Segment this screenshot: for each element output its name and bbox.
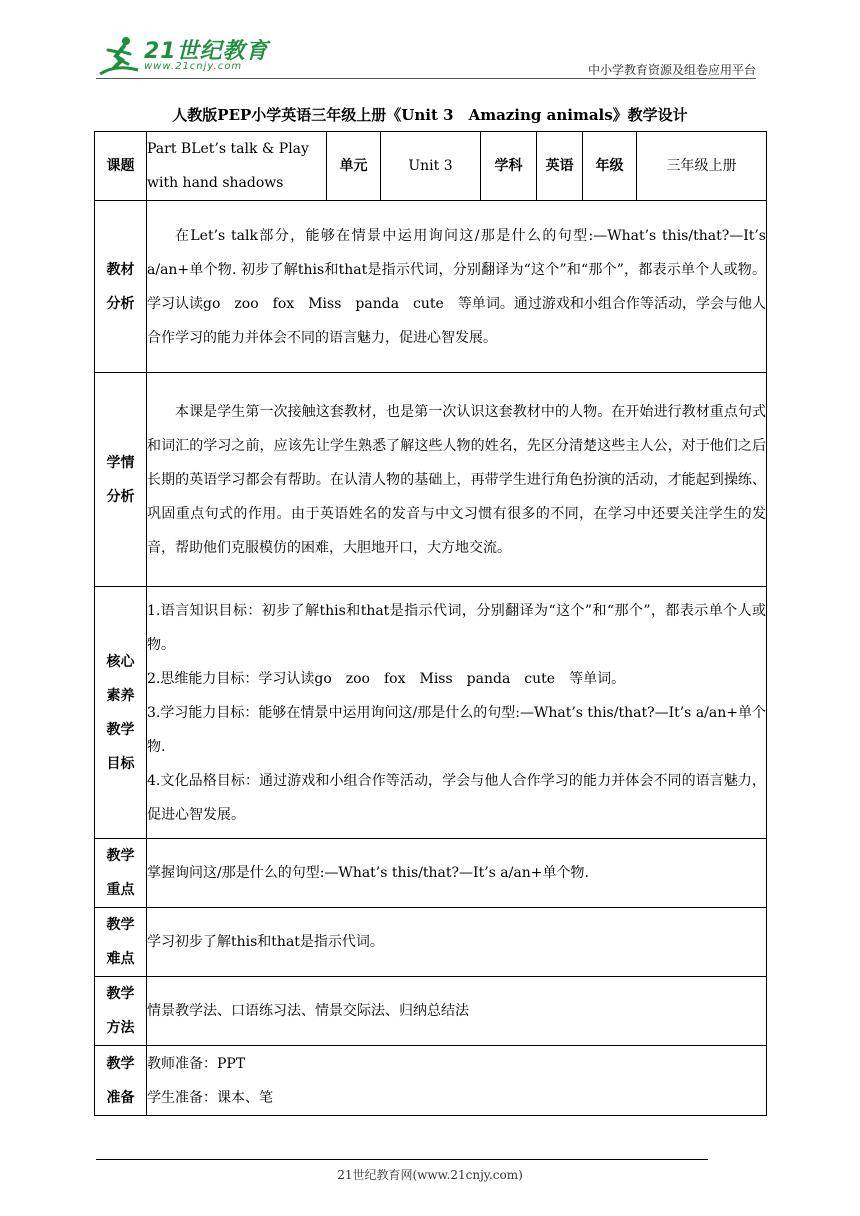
topic-label: 课题 <box>95 132 147 201</box>
logo-sub-text: www.21cnjy.com <box>144 61 243 72</box>
unit-value: Unit 3 <box>381 132 481 201</box>
runner-logo-icon <box>96 34 142 80</box>
footer-divider <box>96 1159 708 1160</box>
goal-item: 2.思维能力目标：学习认读go zoo fox Miss panda cute 等单词。 <box>147 670 626 687</box>
student-analysis-row <box>95 373 767 587</box>
logo <box>96 34 269 80</box>
preparation-label: 教学准备 <box>95 1046 147 1116</box>
grade-value: 三年级上册 <box>637 132 767 201</box>
material-analysis-row <box>95 201 767 373</box>
subject-value: 英语 <box>537 132 583 201</box>
topic-value: Part BLet’s talk & Play with hand shadows <box>147 132 327 201</box>
preparation-text <box>147 1046 767 1116</box>
platform-label: 中小学教育资源及组卷应用平台 <box>587 63 756 77</box>
document-title: 人教版PEP小学英语三年级上册《Unit 3 Amazing animals》教学设计 <box>172 106 688 124</box>
key-points-text: 掌握询问这/那是什么的句型:—What’s this/that?—It’s a/an+单个物. <box>147 839 767 908</box>
methods-text: 情景教学法、口语练习法、情景交际法、归纳总结法 <box>147 977 767 1046</box>
page-header <box>0 0 860 90</box>
logo-main-text: 21世纪教育 <box>144 39 269 64</box>
difficulties-text: 学习初步了解this和that是指示代词。 <box>147 908 767 977</box>
preparation-row <box>95 1046 767 1116</box>
footer-text: 21世纪教育网(www.21cnjy.com) <box>337 1168 523 1182</box>
student-analysis-label: 学情分析 <box>95 373 147 587</box>
student-analysis-text: 本课是学生第一次接触这套教材，也是第一次认识这套教材中的人物。在开始进行教材重点句式和词汇的学习之前，应该先让学生熟悉了解这些人物的姓名，先区分清楚这些主人公，对于他们之后长期的英语学习都会有帮助。在认清人物的基础上，再带学生进行角色扮演的活动，才能起到操练、巩固重点句式的作用。由于英语姓名的发音与中文习惯有很多的不同，在学习中还要关注学生的发音，帮助他们克服模仿的困难，大胆地开口，大方地交流。 <box>147 373 767 587</box>
subject-label: 学科 <box>481 132 537 201</box>
info-row <box>95 132 767 201</box>
teacher-preparation: 教师准备：PPT <box>147 1055 246 1072</box>
difficulties-row <box>95 908 767 977</box>
material-analysis-label: 教材分析 <box>95 201 147 373</box>
core-goals-label: 核心素养教学目标 <box>95 587 147 839</box>
material-analysis-text: 在Let’s talk部分，能够在情景中运用询问这/那是什么的句型:—What’s this/that?—It’s a/an+单个物. 初步了解this和that是指示代词，分别翻译为“这个”和“那个”，都表示单个人或物。学习认读go zoo fox Miss panda cute 等单词。通过游戏和小组合作等活动，学会与他人合作学习的能力并体会不同的语言魅力，促进心智发展。 <box>147 201 767 373</box>
key-points-label: 教学重点 <box>95 839 147 908</box>
key-points-row <box>95 839 767 908</box>
unit-label: 单元 <box>327 132 381 201</box>
grade-label: 年级 <box>583 132 637 201</box>
core-goals-row <box>95 587 767 839</box>
goal-item: 4.文化品格目标：通过游戏和小组合作等活动，学会与他人合作学习的能力并体会不同的语言魅力，促进心智发展。 <box>147 772 766 823</box>
lesson-plan-table <box>94 131 767 1116</box>
methods-row <box>95 977 767 1046</box>
goal-item: 3.学习能力目标：能够在情景中运用询问这/那是什么的句型:—What’s this/that?—It’s a/an+单个物. <box>147 704 766 755</box>
core-goals-list <box>147 587 767 839</box>
goal-item: 1.语言知识目标：初步了解this和that是指示代词，分别翻译为“这个”和“那个”，都表示单个人或物。 <box>147 602 766 653</box>
methods-label: 教学方法 <box>95 977 147 1046</box>
difficulties-label: 教学难点 <box>95 908 147 977</box>
header-divider <box>96 78 756 79</box>
student-preparation: 学生准备：课本、笔 <box>147 1089 273 1106</box>
